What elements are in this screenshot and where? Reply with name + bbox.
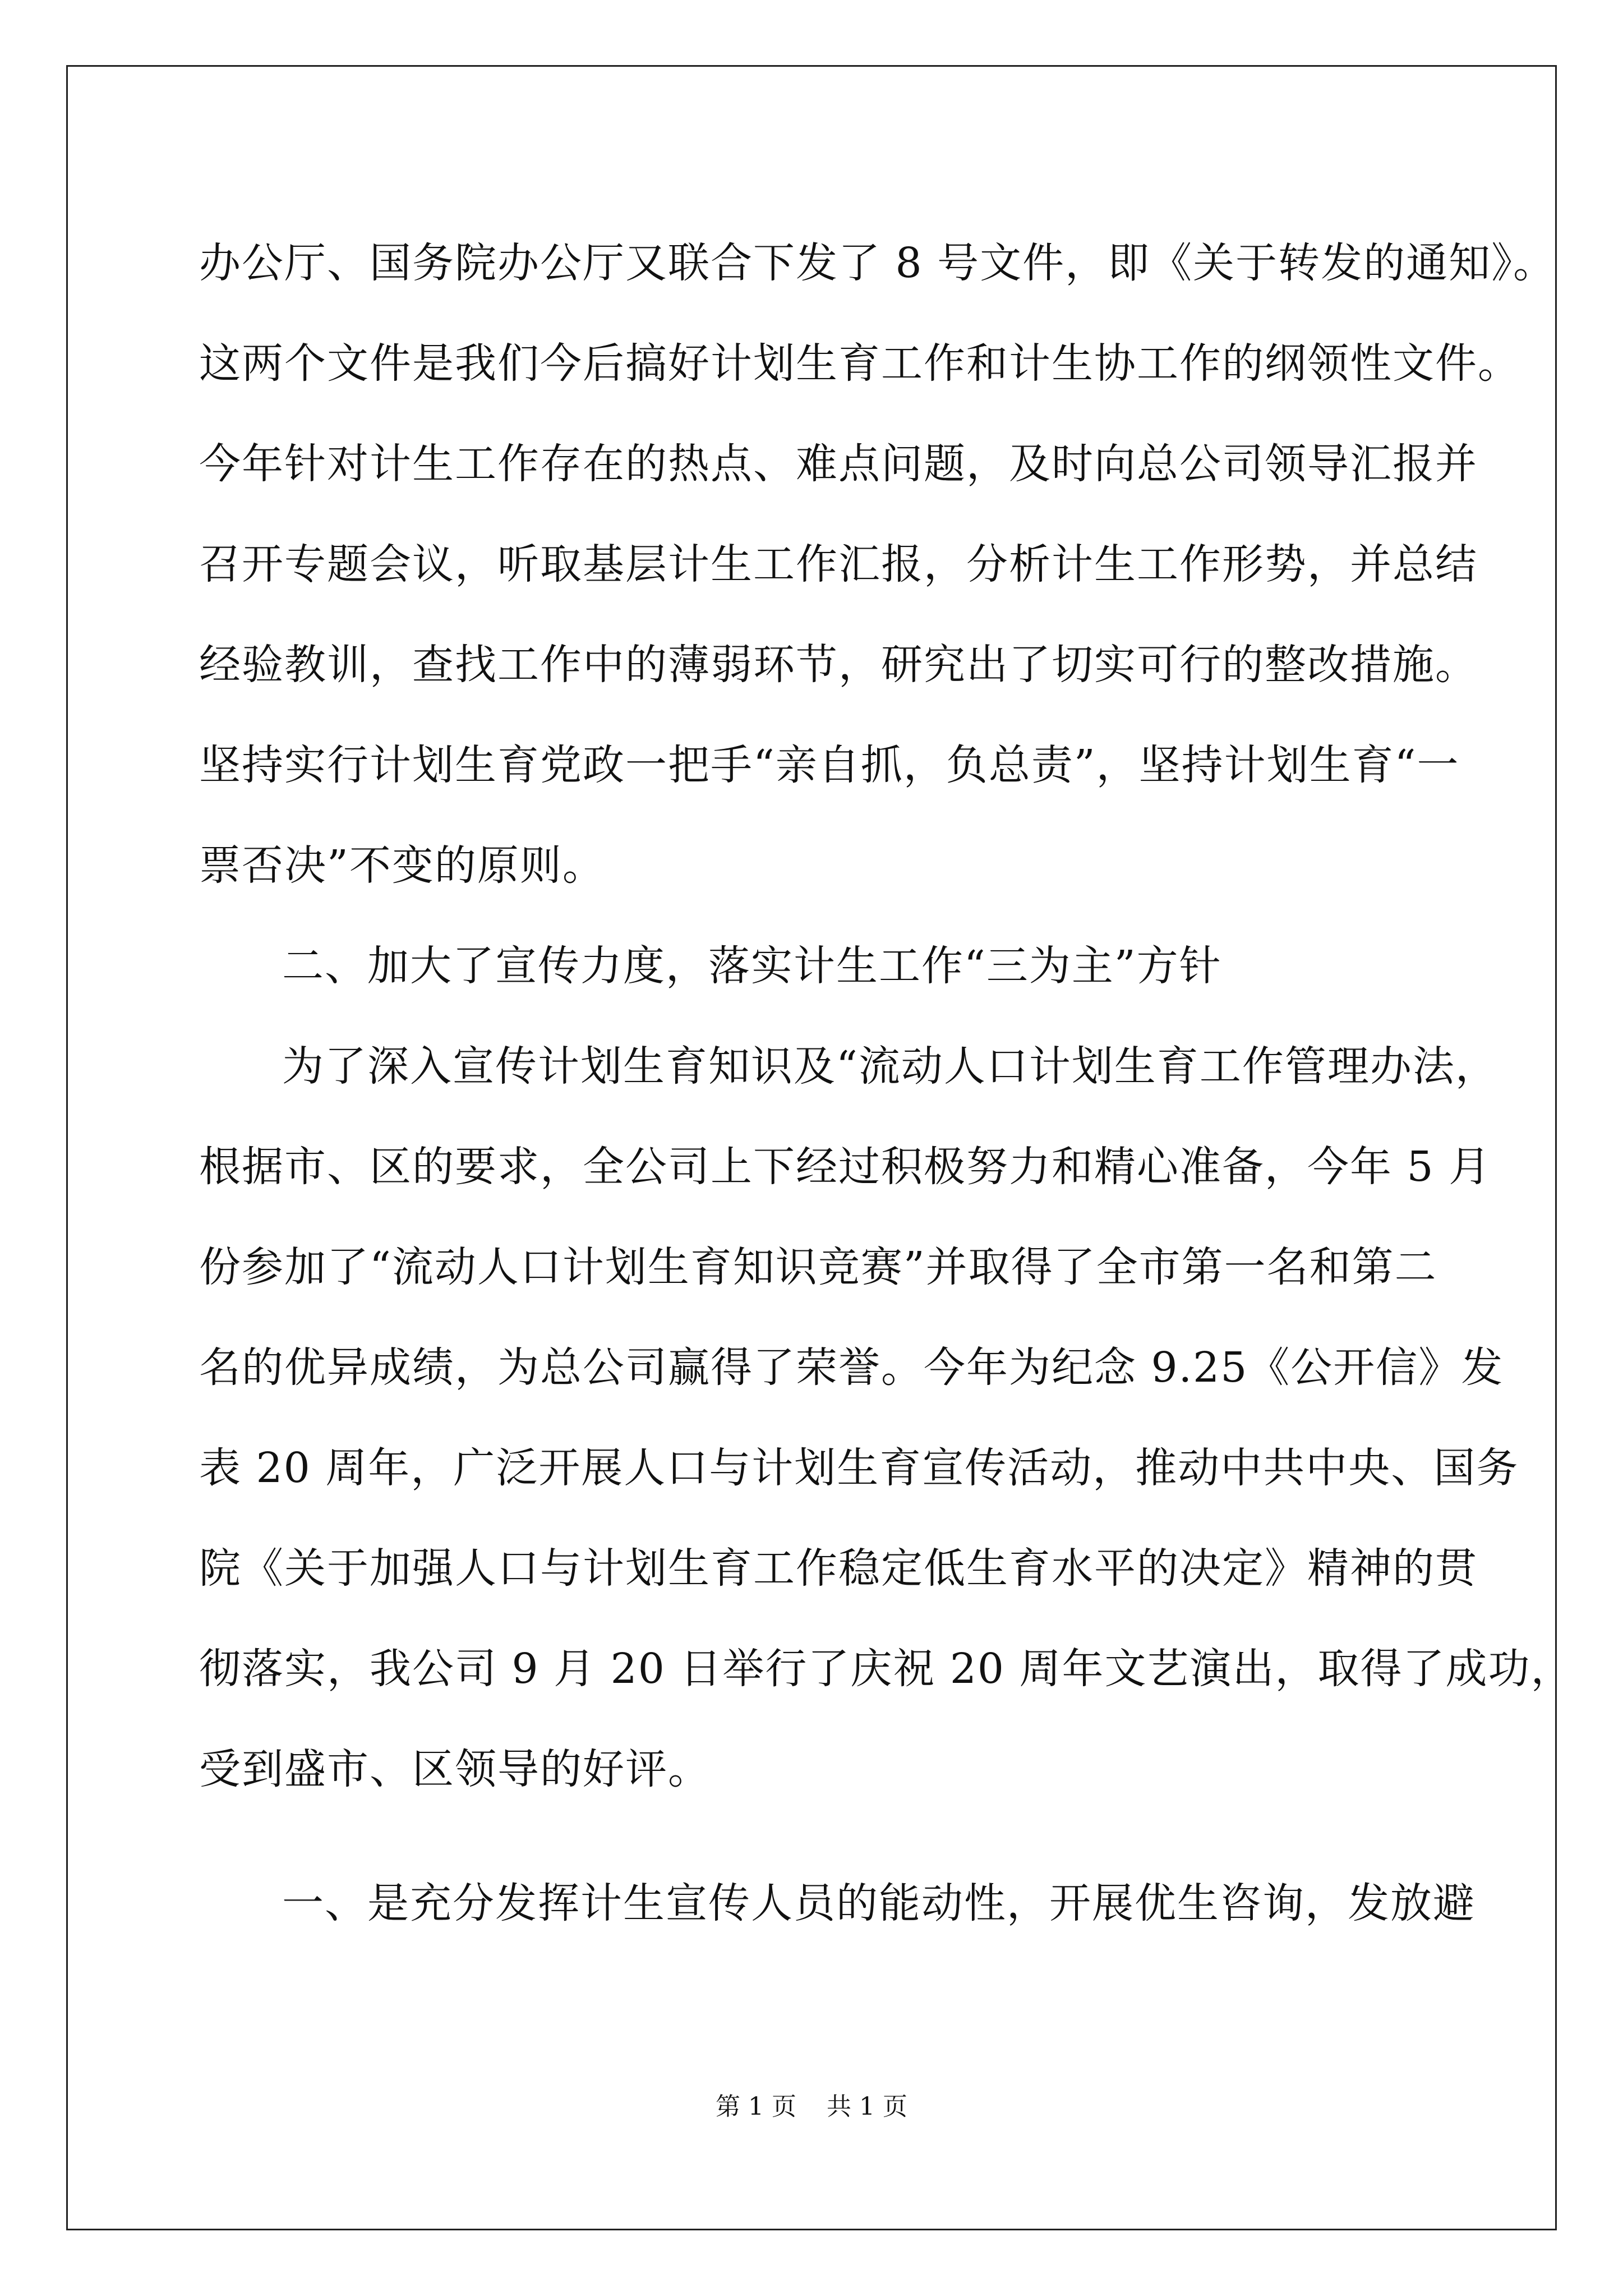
text-line: 为了深入宣传计划生育知识及“流动人口计划生育工作管理办法， <box>282 1042 1498 1091</box>
text-line: 受到盛市、区领导的好评。 <box>199 1745 711 1793</box>
text-line: 经验教训，查找工作中的薄弱环节，研究出了切实可行的整改措施。 <box>199 641 1478 689</box>
text-line: 这两个文件是我们今后搞好计划生育工作和计生协工作的纲领性文件。 <box>199 339 1520 388</box>
text-line: 院《关于加强人口与计划生育工作稳定低生育水平的决定》精神的贯 <box>199 1544 1478 1593</box>
text-line: 今年针对计生工作存在的热点、难点问题，及时向总公司领导汇报并 <box>199 440 1478 488</box>
text-line: 彻落实，我公司 9 月 20 日举行了庆祝 20 周年文艺演出，取得了成功， <box>199 1645 1574 1693</box>
page-number: 第 1 页 <box>716 2092 796 2121</box>
text-line: 票否决”不变的原则。 <box>199 841 605 890</box>
text-line: 份参加了“流动人口计划生育知识竞赛”并取得了全市第一名和第二 <box>199 1243 1437 1291</box>
section-heading: 二、加大了宣传力度，落实计生工作“三为主”方针 <box>282 942 1222 990</box>
text-line: 一、是充分发挥计生宣传人员的能动性，开展优生咨询，发放避 <box>282 1879 1476 1927</box>
text-line: 召开专题会议，听取基层计生工作汇报，分析计生工作形势，并总结 <box>199 540 1478 588</box>
text-line: 表 20 周年，广泛开展人口与计划生育宣传活动，推动中共中央、国务 <box>199 1444 1519 1492</box>
page-total: 共 1 页 <box>827 2092 907 2121</box>
text-line: 根据市、区的要求，全公司上下经过积极努力和精心准备，今年 5 月 <box>199 1143 1492 1191</box>
text-line: 坚持实行计划生育党政一把手“亲自抓，负总责”，坚持计划生育“一 <box>199 741 1460 789</box>
document-body <box>199 213 1574 1954</box>
page-footer <box>0 2090 1623 2124</box>
text-line: 办公厅、国务院办公厅又联合下发了 8 号文件，即《关于转发的通知》。 <box>199 239 1556 287</box>
text-line: 名的优异成绩，为总公司赢得了荣誉。今年为纪念 9.25《公开信》发 <box>199 1343 1504 1392</box>
